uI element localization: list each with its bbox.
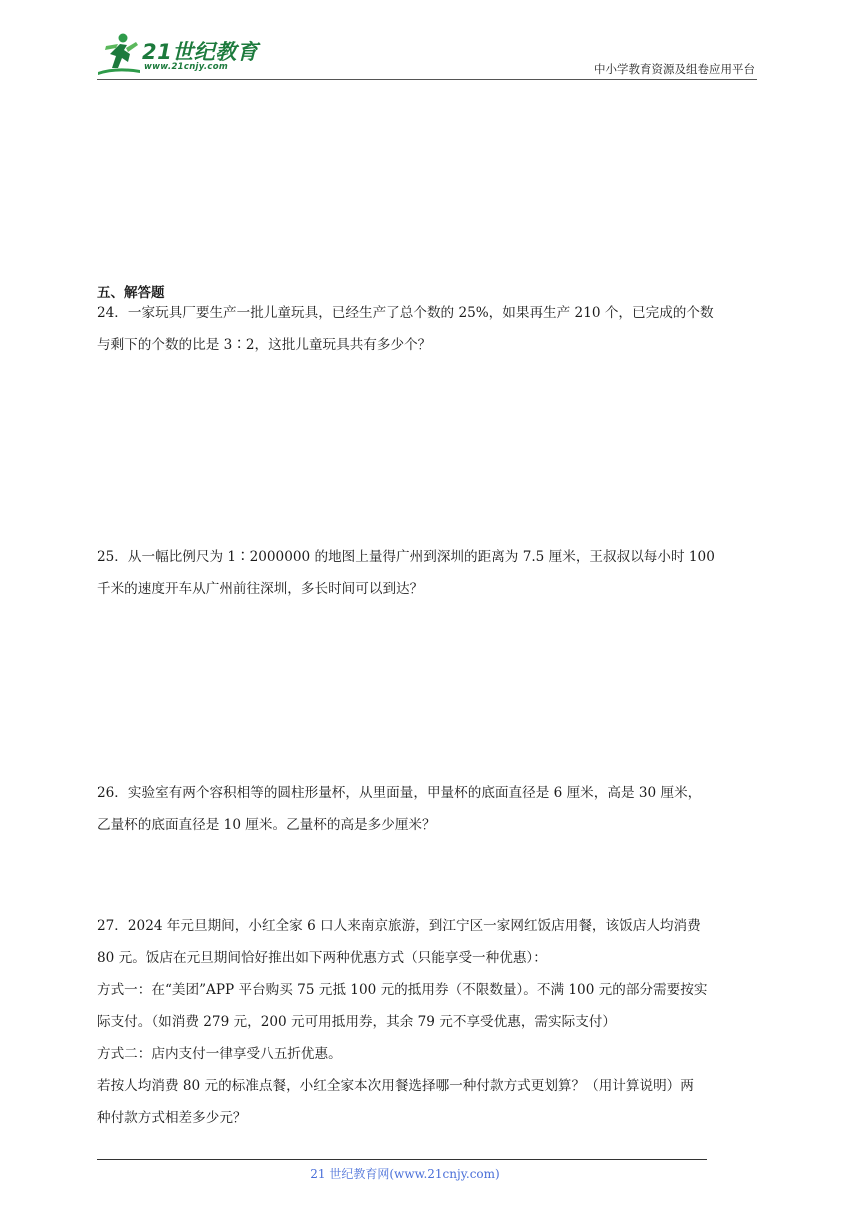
footer-link[interactable]: 21 世纪教育网(www.21cnjy.com) [310, 1167, 500, 1181]
header-divider [97, 79, 757, 80]
question-line: 25．从一幅比例尺为 1∶2000000 的地图上量得广州到深圳的距离为 7.5 厘米，王叔叔以每小时 100 [97, 549, 715, 565]
logo-url: www.21cnjy.com [144, 62, 228, 72]
question-line: 种付款方式相差多少元？ [97, 1110, 247, 1126]
question-24 [97, 297, 761, 361]
question-line: 与剩下的个数的比是 3∶2，这批儿童玩具共有多少个？ [97, 337, 432, 353]
question-26 [97, 777, 761, 841]
question-line: 乙量杯的底面直径是 10 厘米。乙量杯的高是多少厘米？ [97, 817, 436, 833]
page-header [0, 0, 860, 90]
question-25 [97, 541, 761, 605]
footer-divider [97, 1159, 707, 1160]
question-line: 80 元。饭店在元旦期间恰好推出如下两种优惠方式（只能享受一种优惠）： [97, 950, 547, 966]
question-line: 千米的速度开车从广州前往深圳，多长时间可以到达？ [97, 581, 424, 597]
logo-text: 21世纪教育 [142, 40, 259, 64]
question-line: 际支付。（如消费 279 元，200 元可用抵用券，其余 79 元不享受优惠，需实际支付） [97, 1014, 616, 1030]
logo [96, 32, 266, 78]
question-line: 若按人均消费 80 元的标准点餐，小红全家本次用餐选择哪一种付款方式更划算？（用计算说明）两 [97, 1078, 694, 1094]
question-line: 方式一：在“美团”APP 平台购买 75 元抵 100 元的抵用券（不限数量）。不满 100 元的部分需要按实 [97, 982, 708, 998]
section-title: 五、解答题 [97, 285, 165, 301]
question-line: 26．实验室有两个容积相等的圆柱形量杯，从里面量，甲量杯的底面直径是 6 厘米，高是 30 厘米， [97, 785, 702, 801]
platform-name: 中小学教育资源及组卷应用平台 [594, 62, 755, 76]
runner-icon [96, 32, 142, 78]
question-line: 27．2024 年元旦期间，小红全家 6 口人来南京旅游，到江宁区一家网红饭店用餐，该饭店人均消费 [97, 918, 701, 934]
question-line: 24．一家玩具厂要生产一批儿童玩具，已经生产了总个数的 25%，如果再生产 210 个，已完成的个数 [97, 305, 714, 321]
question-line: 方式二：店内支付一律享受八五折优惠。 [97, 1046, 342, 1062]
question-27 [97, 910, 761, 1134]
